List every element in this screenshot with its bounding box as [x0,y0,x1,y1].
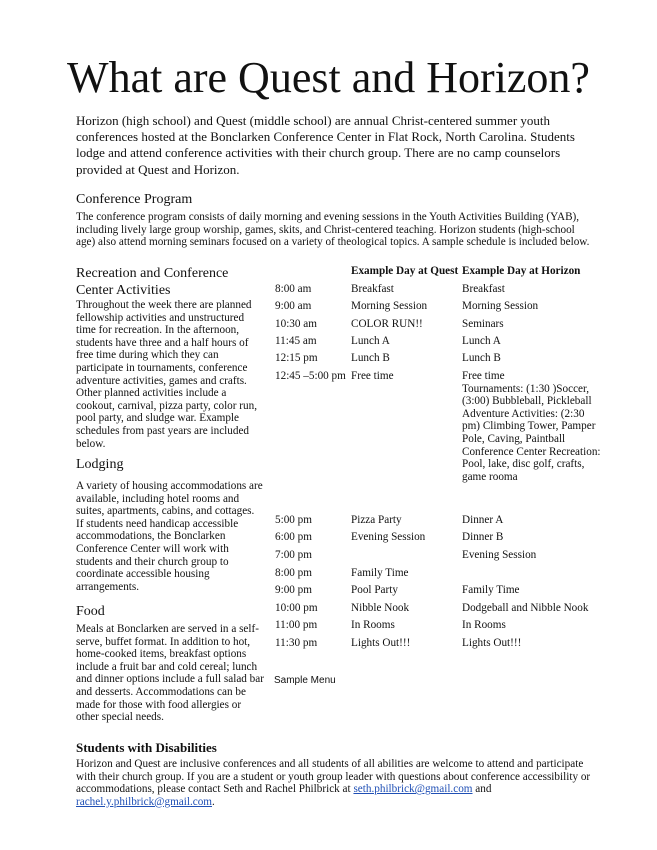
schedule-time: 12:15 pm [275,352,318,364]
schedule-time: 10:00 pm [275,602,318,614]
schedule-time: 7:00 pm [275,549,312,561]
recreation-paragraph: Throughout the week there are planned fellowship activities and unstructured time for recreation. In the afternoon, students have three and a half hours of free time during which they can participate in tournaments, conference adventure activities, games and crafts. Other planned activities include a cookout, carnival, pizza party, color run, pool party, and sludge war. Example schedules from past years are included below. [76,299,257,450]
schedule-time: 9:00 am [275,300,312,312]
schedule-quest-cell: COLOR RUN!! [351,318,423,330]
schedule-quest-cell: Morning Session [351,300,428,312]
schedule-quest-cell: Free time [351,370,394,382]
schedule-header-horizon: Example Day at Horizon [462,265,581,277]
schedule-time: 8:00 pm [275,567,312,579]
sample-menu-label: Sample Menu [274,675,336,686]
schedule-time: 11:45 am [275,335,317,347]
schedule-quest-cell: Lights Out!!! [351,637,411,649]
schedule-horizon-cell: Lunch A [462,335,501,347]
schedule-horizon-cell: Family Time [462,584,520,596]
schedule-time: 10:30 am [275,318,317,330]
schedule-time: 11:30 pm [275,637,318,649]
email-link-seth[interactable]: seth.philbrick@gmail.com [353,783,473,796]
schedule-quest-cell: Lunch B [351,352,390,364]
schedule-horizon-cell: Lunch B [462,352,501,364]
program-heading: Conference Program [76,192,193,207]
schedule-horizon-cell: Lights Out!!! [462,637,522,649]
food-paragraph: Meals at Bonclarken are served in a self-serve, buffet format. In addition to hot, home-cooked items, breakfast options include a fruit bar and cold cereal; lunch and dinner options include a full salad bar and desserts. Accommodations can be made for those with food allergies or other special needs. [76,623,264,724]
schedule-horizon-cell: Dodgeball and Nibble Nook [462,602,589,614]
schedule-quest-cell: Breakfast [351,283,394,295]
schedule-quest-cell: Family Time [351,567,409,579]
program-paragraph: The conference program consists of daily morning and evening sessions in the Youth Activities Building (YAB), including lively large group worship, games, skits, and Christ-centered teaching. Horizon students (high-school age) also attend morning seminars focused on a variety of theological topics. A sample schedule is included below. [76,211,590,249]
lodging-heading: Lodging [76,457,124,472]
recreation-heading: Recreation and Conference Center Activities [76,266,229,298]
disabilities-heading: Students with Disabilities [76,740,217,755]
schedule-horizon-cell: Free time Tournaments: (1:30 )Soccer, (3:00) Bubbleball, Pickleball Adventure Activities: (2:30 pm) Climbing Tower, Pamper Pole, Caving, Paintball Conference Center Recreation: Pool, lake, disc golf, crafts, game rooma [462,370,601,483]
schedule-time: 9:00 pm [275,584,312,596]
disabilities-and: and [472,783,492,796]
schedule-horizon-cell: Dinner B [462,531,504,543]
schedule-quest-cell: Evening Session [351,531,426,543]
schedule-quest-cell: Nibble Nook [351,602,410,614]
page-title: What are Quest and Horizon? [67,53,590,102]
schedule-horizon-cell: In Rooms [462,619,506,631]
schedule-quest-cell: Pizza Party [351,514,402,526]
schedule-quest-cell: Pool Party [351,584,398,596]
schedule-quest-cell: Lunch A [351,335,390,347]
disabilities-end: . [212,795,215,808]
food-heading: Food [76,604,105,619]
disabilities-paragraph [76,758,602,808]
schedule-horizon-cell: Breakfast [462,283,505,295]
intro-paragraph: Horizon (high school) and Quest (middle school) are annual Christ-centered summer youth conferences hosted at the Bonclarken Conference Center in Flat Rock, North Carolina. Students lodge and attend conference activities with their church group. There are no camp counselors provided at Quest and Horizon. [76,113,575,177]
schedule-time: 12:45 –5:00 pm [275,370,346,382]
schedule-time: 8:00 am [275,283,312,295]
schedule-time: 5:00 pm [275,514,312,526]
schedule-horizon-cell: Dinner A [462,514,504,526]
schedule-time: 11:00 pm [275,619,318,631]
schedule-time: 6:00 pm [275,531,312,543]
schedule-horizon-cell: Morning Session [462,300,539,312]
schedule-horizon-cell: Seminars [462,318,504,330]
disabilities-text: Horizon and Quest are inclusive conferences and all students of all abilities are welcome to attend and participate with their church group. If you are a student or youth group leader with questions about conference accessibility or accommodations, please contact Seth and Rachel Philbrick at [76,758,591,796]
schedule-horizon-cell: Evening Session [462,549,537,561]
lodging-paragraph: A variety of housing accommodations are available, including hotel rooms and suites, apartments, cabins, and cottages. If students need handicap accessible accommodations, the Bonclarken Conference Center will work with students and their church group to coordinate accessible housing arrangements. [76,480,263,593]
schedule-quest-cell: In Rooms [351,619,395,631]
schedule-header-quest: Example Day at Quest [351,265,459,277]
email-link-rachel[interactable]: rachel.y.philbrick@gmail.com [76,795,213,808]
